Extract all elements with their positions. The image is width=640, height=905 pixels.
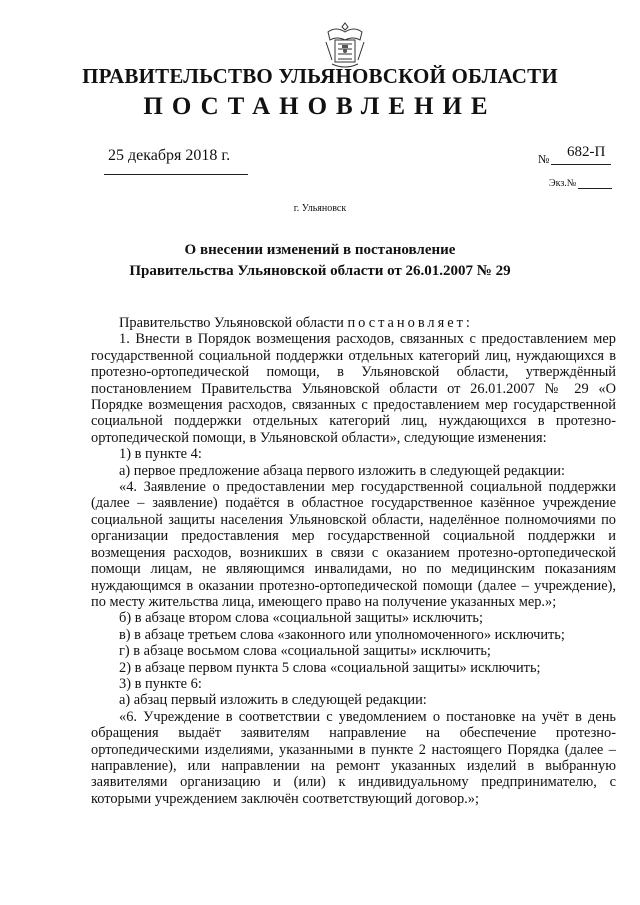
body-paragraph: 1) в пункте 4:: [119, 446, 202, 463]
body-paragraph: «6. Учреждение в соответствии с уведомлением о постановке на учёт в день обращения выдаёт заявителям направление на обеспечение протезно-ортопедическими изделиями, указанными в пункте 2 настоящего Порядка (далее – направление), или направлении на ремонт указанных изделий в выбранную заявителями организацию и (или) к индивидуальному предпринимателю, с которыми учреждением заключён соответствующий договор.»;: [91, 708, 616, 807]
body-paragraph: б) в абзаце втором слова «социальной защиты» исключить;: [119, 610, 483, 627]
body-paragraph: а) абзац первый изложить в следующей редакции:: [119, 692, 427, 709]
decree-date: 25 декабря 2018 г.: [108, 147, 231, 164]
body-paragraph: а) первое предложение абзаца первого изложить в следующей редакции:: [119, 462, 565, 479]
decree-body: [91, 315, 616, 807]
body-paragraph: в) в абзаце третьем слова «законного или уполномоченного» исключить;: [119, 626, 565, 643]
body-paragraph: г) в абзаце восьмом слова «социальной защиты» исключить;: [119, 643, 491, 660]
decrees-word: постановляет:: [347, 315, 473, 331]
body-paragraph: 3) в пункте 6:: [119, 675, 202, 692]
body-paragraph: 1. Внести в Порядок возмещения расходов, связанных с предоставлением мер государственной социальной поддержки отдельных категорий лиц, нуждающихся в протезно-ортопедической помощи, в Ульяновской области, утверждённый постановлением Правительства Ульяновской области от 26.01.2007 № 29 «О Порядке возмещения расходов, связанных с предоставлением мер государственной социальной поддержки отдельных категорий лиц, нуждающихся в протезно-ортопедической помощи, в Ульяновской области», следующие изменения:: [91, 331, 616, 446]
body-paragraph: 2) в абзаце первом пункта 5 слова «социальной защиты» исключить;: [119, 659, 541, 676]
date-underline: [104, 174, 248, 175]
copy-label: Экз.№: [549, 178, 577, 189]
copy-underline: [578, 188, 612, 189]
number-label: №: [538, 152, 550, 166]
number-underline: [551, 164, 611, 165]
body-paragraph: «4. Заявление о предоставлении мер государственной социальной поддержки (далее – заявление) подаётся в областное государственное казённое учреждение социальной защиты населения Ульяновской области, наделённое полномочиями по организации предоставления мер государственной социальной поддержки и возмещения расходов, возникших в связи с оказанием протезно-ортопедической помощи лицам, не являющимся инвалидами, но по медицинским показаниям нуждающимся в оказании протезно-ортопедической помощи (далее – учреждение), по месту жительства лица, имеющего право на получение указанных мер.»;: [91, 479, 616, 610]
decree-subject: [0, 240, 640, 282]
subject-line-2: Правительства Ульяновской области от 26.01.2007 № 29: [129, 263, 511, 279]
city-name: г. Ульяновск: [293, 203, 347, 214]
intro-text: Правительство Ульяновской области: [119, 315, 348, 331]
intro-paragraph: [91, 315, 616, 331]
government-title: ПРАВИТЕЛЬСТВО УЛЬЯНОВСКОЙ ОБЛАСТИ: [82, 64, 558, 88]
coat-of-arms-emblem: [322, 20, 368, 70]
subject-line-1: О внесении изменений в постановление: [184, 242, 456, 258]
document-type-title: ПОСТАНОВЛЕНИЕ: [143, 93, 497, 120]
decree-number: 682-П: [567, 144, 606, 160]
